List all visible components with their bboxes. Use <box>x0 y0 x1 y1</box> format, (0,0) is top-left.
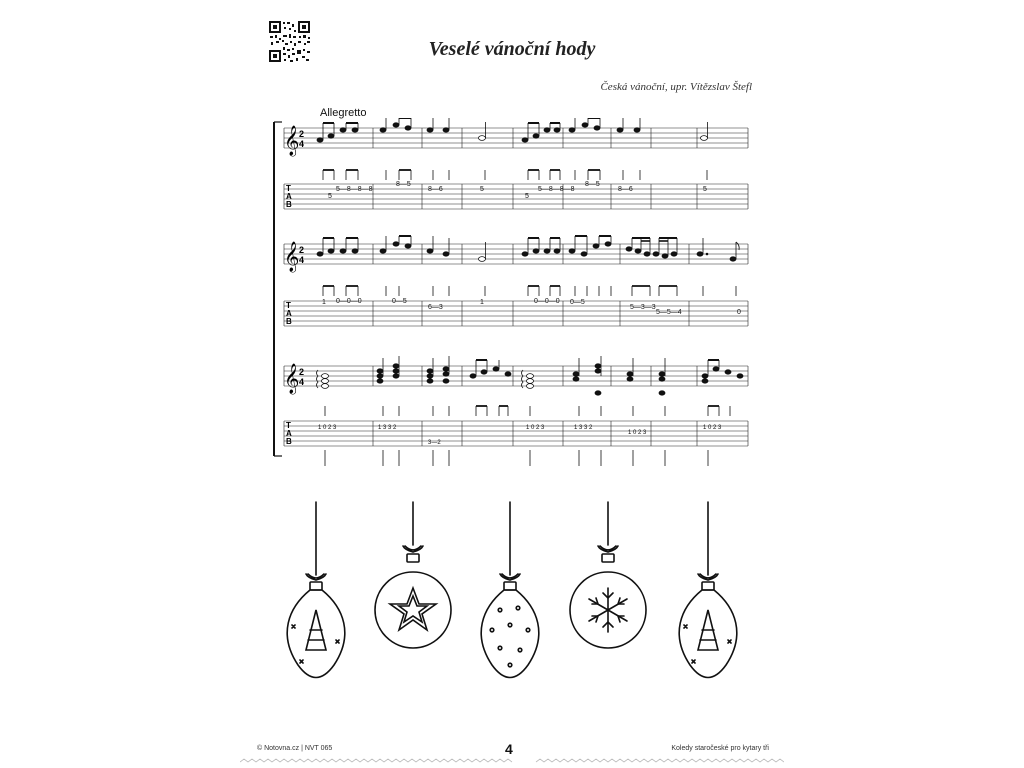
tab-fret: 5—5—4 <box>656 309 682 316</box>
tab-1-rhythm <box>323 170 707 180</box>
tab-fret: 8—5 <box>585 181 600 188</box>
time-sig-bottom: 4 <box>299 139 305 149</box>
svg-text:A: A <box>286 309 292 318</box>
tab-fret: 1 3 3 2 <box>378 425 397 431</box>
tab-fret: 6—3 <box>428 304 443 311</box>
tab-fret: 1 0 2 3 <box>703 425 722 431</box>
ornament-drop-dots-icon <box>481 502 539 678</box>
tab-fret: 5—8—8—8 <box>538 186 575 193</box>
svg-text:T: T <box>286 421 291 430</box>
tab-fret: 5 <box>480 186 484 193</box>
tab-fret: 5 <box>525 193 529 200</box>
ornament-ball-star-icon <box>375 502 451 648</box>
tab-fret: 8—6 <box>618 186 633 193</box>
svg-text:A: A <box>286 429 292 438</box>
svg-text:2: 2 <box>299 367 305 377</box>
svg-text:B: B <box>286 317 292 326</box>
system-2 <box>284 236 748 326</box>
tab-fret: 0—5 <box>392 298 407 305</box>
svg-text:4: 4 <box>299 255 305 265</box>
svg-text:4: 4 <box>299 377 305 387</box>
ornament-drop-tree-icon <box>679 502 737 678</box>
tab-fret: 1 <box>480 299 484 306</box>
decorative-border <box>240 758 784 766</box>
tempo-marking: Allegretto <box>320 107 367 119</box>
footer-book-title: Koledy staročeské pro kytary tři <box>671 745 769 752</box>
ornament-drop-tree-icon <box>287 502 345 678</box>
song-title: Veselé vánoční hody <box>428 38 596 60</box>
composer-credit: Česká vánoční, upr. Vítězslav Štefl <box>600 81 752 93</box>
tab-fret: 0—5 <box>570 299 585 306</box>
treble-clef-icon: 𝄞 <box>284 364 300 394</box>
staff-1-notes <box>317 118 708 142</box>
tab-fret: 0—0—0 <box>534 298 560 305</box>
svg-text:B: B <box>286 437 292 446</box>
tab-fret: 3—2 <box>428 440 441 446</box>
treble-clef-icon: 𝄞 <box>284 126 300 156</box>
music-score <box>270 118 760 470</box>
system-1 <box>284 118 748 209</box>
tab-letter-b: B <box>286 200 292 209</box>
tab-fret: 0—0—0 <box>336 298 362 305</box>
system-3 <box>284 356 748 466</box>
tab-fret: 0 <box>737 309 741 316</box>
time-sig-top: 2 <box>299 129 305 139</box>
tab-letter-t: T <box>286 184 291 193</box>
ornament-ball-snowflake-icon <box>570 502 646 648</box>
tab-fret: 1 0 2 3 <box>526 425 545 431</box>
tab-fret: 8—5 <box>396 181 411 188</box>
footer-publisher: © Notovna.cz | NVT 065 <box>257 745 333 752</box>
tab-fret: 5—8—8—8 <box>336 186 373 193</box>
tab-fret: 1 0 2 3 <box>628 430 647 436</box>
tab-fret: 5 <box>703 186 707 193</box>
tab-fret: 5 <box>328 193 332 200</box>
tab-fret: 1 <box>322 299 326 306</box>
page-number: 4 <box>505 741 513 757</box>
svg-text:2: 2 <box>299 245 305 255</box>
tab-letter-a: A <box>286 192 292 201</box>
treble-clef-icon: 𝄞 <box>284 242 300 272</box>
tab-fret: 1 3 3 2 <box>574 425 593 431</box>
system-bracket <box>274 122 282 456</box>
tab-fret: 8—6 <box>428 186 443 193</box>
tab-fret: 1 0 2 3 <box>318 425 337 431</box>
ornaments-illustration <box>270 500 760 700</box>
svg-text:T: T <box>286 301 291 310</box>
tab-fret: 5—3—3 <box>630 304 656 311</box>
